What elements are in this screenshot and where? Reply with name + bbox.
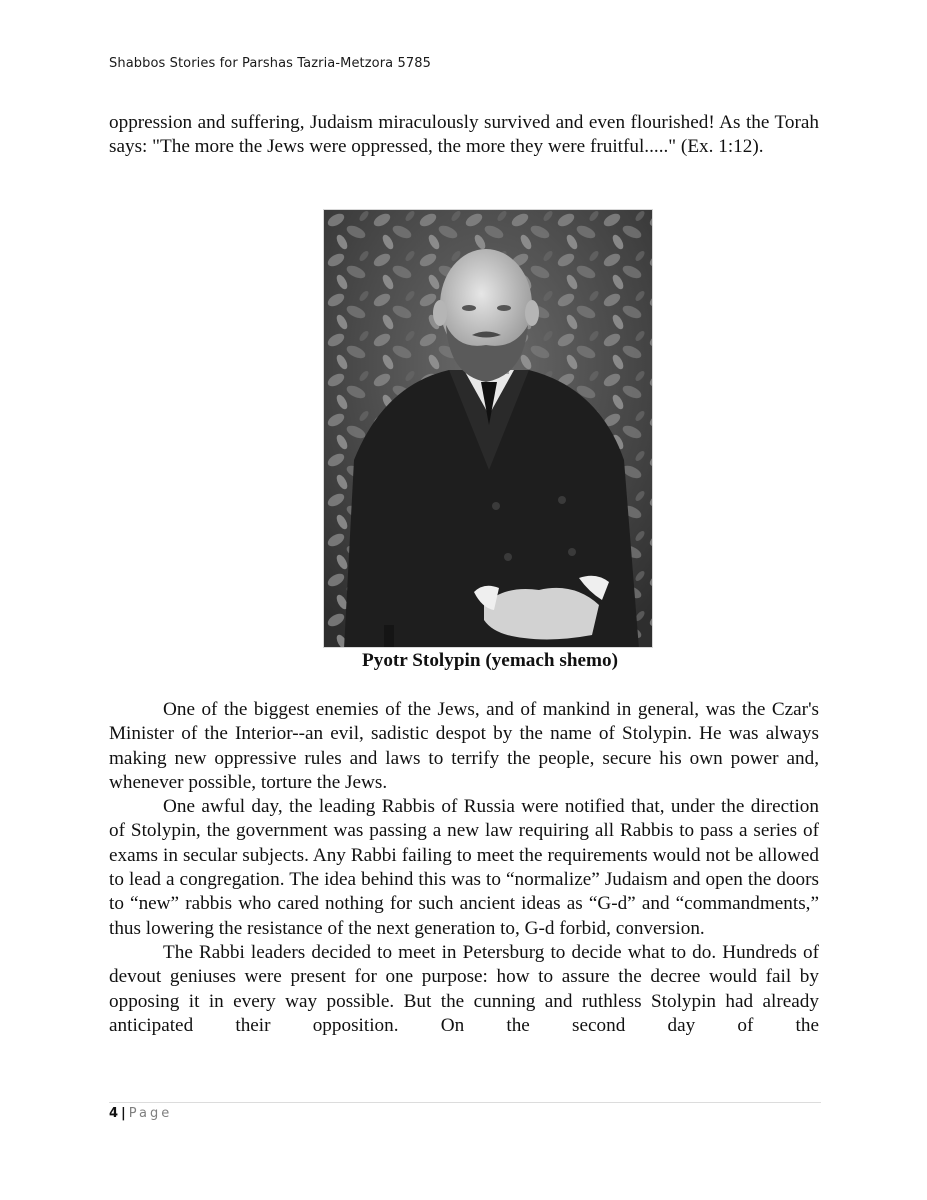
portrait-photo xyxy=(323,209,653,648)
footer-divider xyxy=(109,1102,821,1103)
body-paragraphs xyxy=(109,698,819,1038)
paragraph: One of the biggest enemies of the Jews, and of mankind in general, was the Czar's Minister of the Interior--an evil, sadistic despot by the name of Stolypin. He was always making new oppressive rules and laws to terrify the people, secure his own power and, whenever possible, torture the Jews. xyxy=(109,699,819,793)
footer-separator: | xyxy=(121,1106,126,1121)
intro-paragraph-text: oppression and suffering, Judaism miraculously survived and even flourished! As the Torah says: "The more the Jews were oppressed, the more they were fruitful....." (Ex. 1:12). xyxy=(109,112,819,158)
paragraph: One awful day, the leading Rabbis of Russia were notified that, under the direction of Stolypin, the government was passing a new law requiring all Rabbis to pass a series of exams in secular subjects. Any Rabbi failing to meet the requirements would not be allowed to lead a congregation. The idea behind this was to “normalize” Judaism and open the doors to “new” rabbis who cared nothing for such ancient ideas as “G-d” and “commandments,” thus lowering the resistance of the next generation to, G-d forbid, conversion. xyxy=(109,796,819,939)
photo-caption: Pyotr Stolypin (yemach shemo) xyxy=(362,650,618,671)
running-header: Shabbos Stories for Parshas Tazria-Metzora 5785 xyxy=(109,56,431,71)
paragraph: The Rabbi leaders decided to meet in Petersburg to decide what to do. Hundreds of devout geniuses were present for one purpose: how to assure the decree would fail by opposing it in every way possible. But the cunning and ruthless Stolypin had already anticipated their opposition. On the second day of the xyxy=(109,941,819,1036)
page-footer xyxy=(109,1106,172,1121)
intro-paragraph xyxy=(109,111,819,160)
page-number: 4 xyxy=(109,1106,119,1121)
page-label: Page xyxy=(128,1106,173,1121)
portrait-illustration xyxy=(324,210,653,648)
